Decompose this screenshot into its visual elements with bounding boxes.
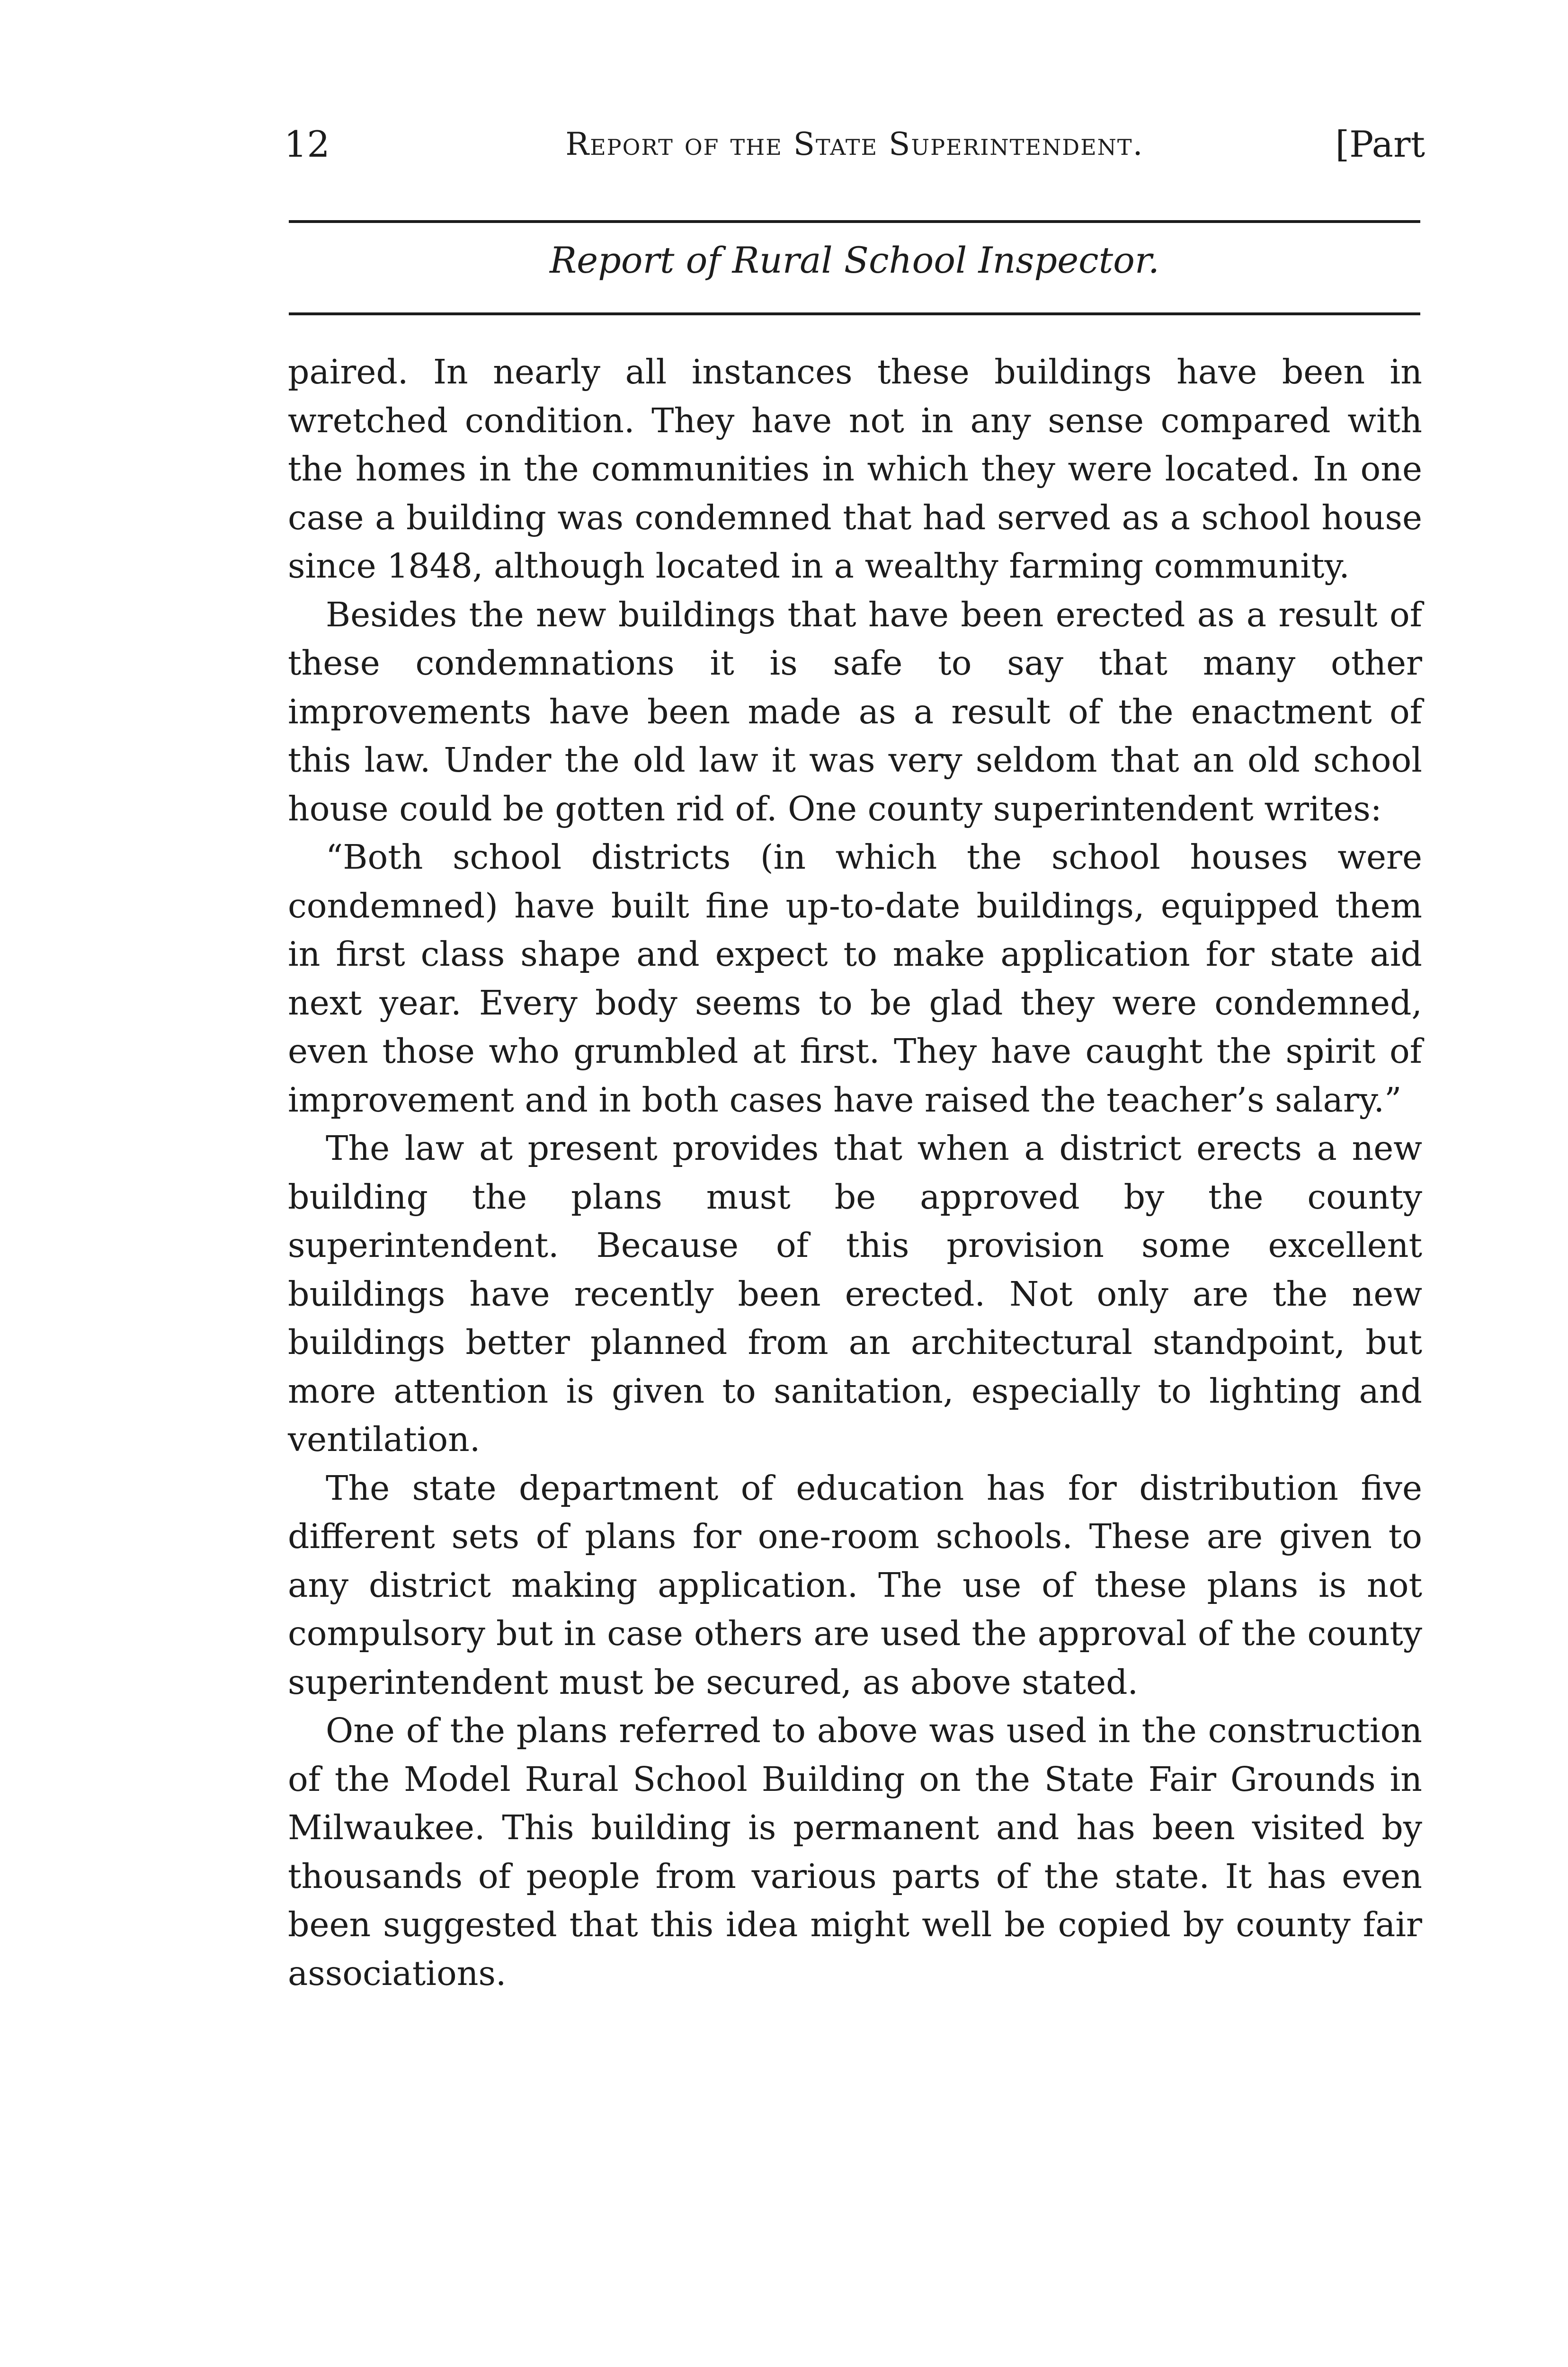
- header-rule-bottom: [289, 312, 1420, 315]
- part-marker: [Part: [1335, 123, 1425, 165]
- running-title: Report of the State Superintendent.: [565, 126, 1144, 162]
- page-number: 12: [284, 123, 330, 165]
- header-rule-top: [289, 220, 1420, 223]
- page-header: [284, 121, 1425, 178]
- paragraph: Besides the new buildings that have been erected as a result of these condemnations it is safe to say that many other improvements have been made as a result of the enactment of this law. Under the old law it was very seldom that an old school house could be gotten rid of. One county superintendent writes:: [288, 595, 1422, 828]
- quoted-paragraph: “Both school districts (in which the school houses were condemned) have built fine up-to-date buildings, equipped them in first class shape and expect to make application for state aid next year. Every body seems to be glad they were condemned, even those who grumbled at first. They have caught the spirit of improvement and in both cases have raised the teacher’s salary.”: [288, 837, 1422, 1120]
- paragraph: paired. In nearly all instances these buildings have been in wretched condition. They have not in any sense compared with the homes in the communities in which they were located. In one case a building was condemned that had served as a school house since 1848, although located in a wealthy farming community.: [288, 352, 1422, 586]
- paragraph: One of the plans referred to above was used in the construction of the Model Rural School Building on the State Fair Grounds in Milwaukee. This building is permanent and has been visited by thousands of people from various parts of the state. It has even been suggested that this idea might well be copied by county fair associations.: [288, 1711, 1422, 1993]
- section-title: Report of Rural School Inspector.: [549, 239, 1160, 281]
- paragraph: The state department of education has for distribution five different sets of plans for one-room schools. These are given to any district making application. The use of these plans is not compulsory but in case others are used the approval of the county superintendent must be secured, as above stated.: [288, 1468, 1422, 1702]
- body-text: [288, 348, 1422, 1998]
- paragraph: The law at present provides that when a district erects a new building the plans must be approved by the county superintendent. Because of this provision some excellent buildings have recently been erected. Not only are the new buildings better planned from an architectural standpoint, but more attention is given to sanitation, especially to lighting and ventilation.: [288, 1129, 1422, 1459]
